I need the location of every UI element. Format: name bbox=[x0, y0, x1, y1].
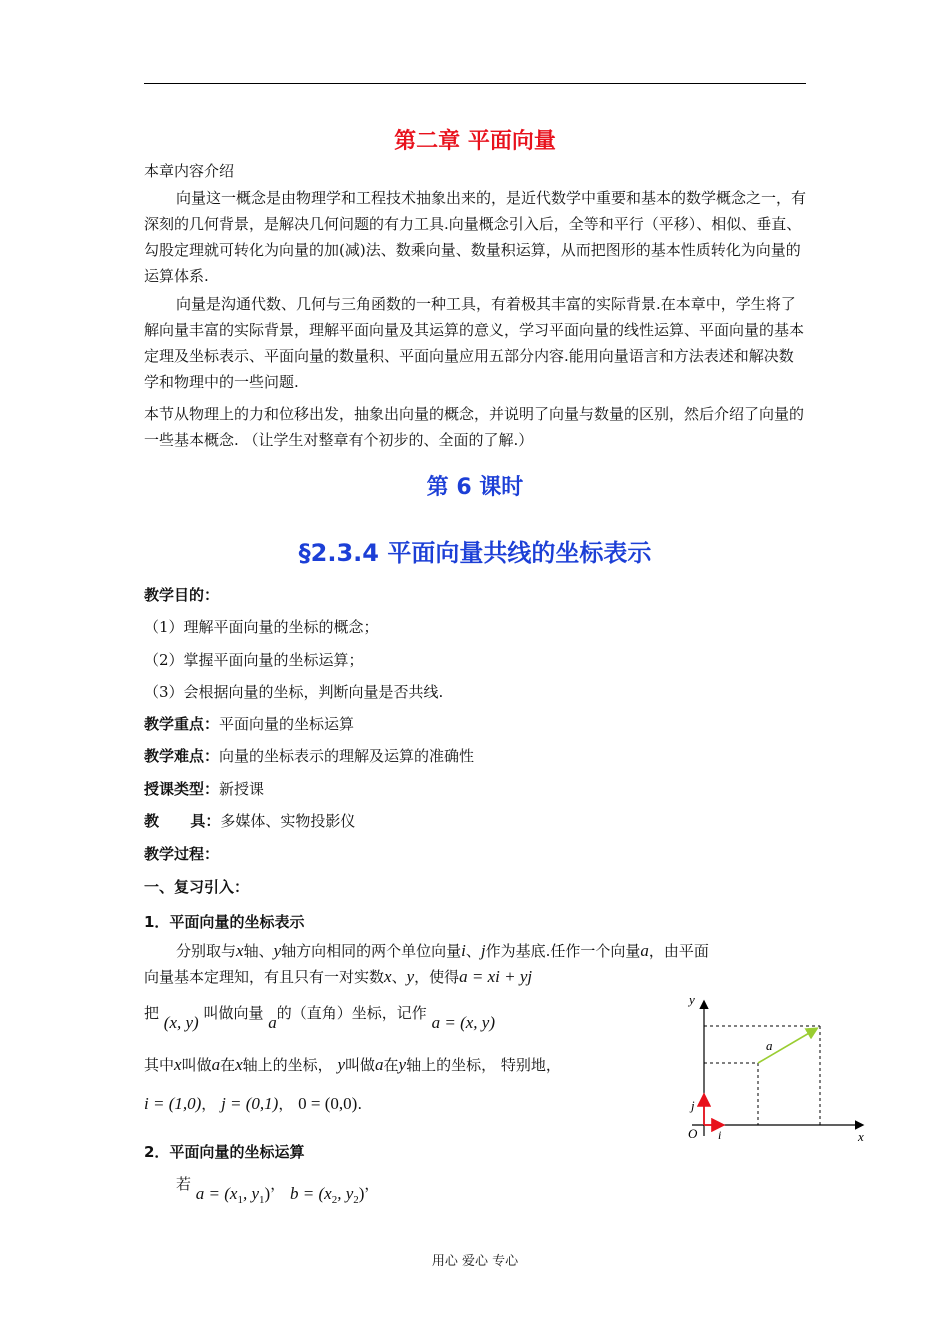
process-label: 教学过程： bbox=[144, 845, 220, 863]
math-a-xy: a = (x, y) bbox=[431, 1013, 495, 1032]
math-a: a bbox=[375, 1055, 384, 1074]
focus-value: 平面向量的坐标运算 bbox=[219, 715, 355, 733]
text-span: 作为基底.任作一个向量 bbox=[485, 942, 641, 960]
text-span: ， bbox=[278, 1095, 294, 1113]
text-span: 叫做向量 bbox=[203, 1004, 264, 1022]
sub1-line-4 bbox=[144, 1054, 561, 1075]
math-text: a = (x bbox=[195, 1184, 238, 1203]
math-a: a bbox=[211, 1055, 221, 1074]
text-span: 向量基本定理知，有且只有一对实数 bbox=[144, 968, 385, 986]
j-label: j bbox=[691, 1098, 695, 1113]
difficulty-row bbox=[144, 745, 474, 766]
math-text: b = (x bbox=[290, 1184, 332, 1203]
text-span: ，由平面 bbox=[648, 942, 709, 960]
text-span: 叫做 bbox=[181, 1056, 212, 1074]
tools-label: 教 具： bbox=[144, 812, 221, 830]
math-y: y bbox=[406, 967, 415, 986]
text-span: ， bbox=[201, 1095, 217, 1113]
text-span: 、 bbox=[391, 968, 407, 986]
page-footer: 用心 爱心 专心 bbox=[431, 1254, 519, 1269]
text-span: 若 bbox=[176, 1175, 192, 1193]
difficulty-value: 向量的坐标表示的理解及运算的准确性 bbox=[219, 747, 475, 765]
tools-value: 多媒体、实物投影仪 bbox=[220, 812, 356, 830]
math-x: x bbox=[384, 967, 392, 986]
type-value: 新授课 bbox=[219, 780, 265, 798]
type-label: 授课类型： bbox=[144, 780, 220, 798]
subsection-2-title: 2．平面向量的坐标运算 bbox=[144, 1143, 305, 1161]
section-title: §2.3.4 平面向量共线的坐标表示 bbox=[298, 539, 652, 567]
math-a: a bbox=[268, 1013, 277, 1032]
sub1-line-3 bbox=[144, 1002, 495, 1032]
focus-label: 教学重点： bbox=[144, 715, 220, 733]
intro-paragraph-2: 向量是沟通代数、几何与三角函数的一种工具，有着极其丰富的实际背景.在本章中，学生将了解向量丰富的实际背景，理解平面向量及其运算的意义，学习平面向量的线性运算、平面向量的基本定理及坐标表示、平面向量的数量积、平面向量应用五部分内容.能用向量语言和方法表述和解决数学和物理中的一些问题. bbox=[144, 295, 805, 391]
goal-item: （3）会根据向量的坐标，判断向量是否共线. bbox=[144, 683, 444, 701]
origin-label: O bbox=[688, 1126, 698, 1141]
intro-paragraph-1: 向量这一概念是由物理学和工程技术抽象出来的，是近代数学中重要和基本的数学概念之一，有深刻的几何背景，是解决几何问题的有力工具.向量概念引入后，全等和平行（平移）、相似、垂直、勾股定理就可转化为向量的加(减)法、数乘向量、数量积运算，从而把图形的基本性质转化为向量的运算体系. bbox=[144, 189, 807, 285]
tools-row bbox=[144, 810, 355, 831]
math-x: x bbox=[235, 1055, 243, 1074]
sub2-line-1 bbox=[176, 1173, 380, 1206]
math-x: x bbox=[236, 941, 244, 960]
math-j: j bbox=[480, 941, 486, 960]
math-zero-vector: 0 = (0,0) bbox=[298, 1094, 358, 1113]
text-span: ，使得 bbox=[414, 968, 460, 986]
text-span: 轴方向相同的两个单位向量 bbox=[281, 942, 462, 960]
review-label: 一、复习引入： bbox=[144, 878, 250, 896]
text-span: 叫做 bbox=[344, 1056, 375, 1074]
math-j-unit: j = (0,1) bbox=[221, 1094, 279, 1113]
goal-item: （1）理解平面向量的坐标的概念； bbox=[144, 618, 379, 636]
y-axis-label: y bbox=[689, 992, 695, 1007]
intro-paragraph-3: 本节从物理上的力和位移出发，抽象出向量的概念，并说明了向量与数量的区别，然后介绍了向量的一些基本概念. （让学生对整章有个初步的、全面的了解.） bbox=[144, 405, 805, 449]
math-x: x bbox=[174, 1055, 182, 1074]
x-axis-label: x bbox=[858, 1129, 864, 1144]
header-rule bbox=[144, 83, 806, 84]
i-label: i bbox=[718, 1128, 722, 1142]
text-span: 在 bbox=[383, 1056, 399, 1074]
text-span: . bbox=[357, 1095, 363, 1113]
sub1-line-5 bbox=[144, 1093, 362, 1114]
focus-row bbox=[144, 713, 354, 734]
math-a: a bbox=[640, 941, 649, 960]
text-span: ， bbox=[364, 1175, 380, 1193]
type-row bbox=[144, 778, 264, 799]
text-span: 轴上的坐标， 特别地， bbox=[406, 1056, 561, 1074]
coordinate-figure bbox=[672, 988, 882, 1148]
math-a-coords: $a = (x_1$, $y_1$) bbox=[195, 1184, 271, 1206]
text-span: 轴、 bbox=[243, 942, 274, 960]
text-span: 、 bbox=[465, 942, 481, 960]
text-span: 其中 bbox=[144, 1056, 175, 1074]
math-a-xi-yj: a = xi + yj bbox=[459, 967, 533, 986]
chapter-title: 第二章 平面向量 bbox=[394, 129, 556, 154]
text-span: 把 bbox=[144, 1004, 160, 1022]
text-span: 分别取与 bbox=[176, 942, 237, 960]
difficulty-label: 教学难点： bbox=[144, 747, 220, 765]
math-xy: (x, y) bbox=[163, 1013, 199, 1032]
goals-label: 教学目的： bbox=[144, 586, 220, 604]
sub1-line-1 bbox=[176, 940, 709, 961]
a-label: a bbox=[766, 1038, 773, 1053]
subsection-1-title: 1．平面向量的坐标表示 bbox=[144, 913, 305, 931]
lesson-title: 第 6 课时 bbox=[426, 475, 524, 500]
math-y: y bbox=[337, 1055, 345, 1074]
text-span: ， bbox=[270, 1175, 286, 1193]
goal-item: （2）掌握平面向量的坐标运算； bbox=[144, 651, 364, 669]
math-i-unit: i = (1,0) bbox=[144, 1094, 202, 1113]
intro-heading: 本章内容介绍 bbox=[144, 162, 235, 180]
text-span: 的（直角）坐标，记作 bbox=[276, 1004, 427, 1022]
math-y: y bbox=[398, 1055, 407, 1074]
sub1-line-2 bbox=[144, 966, 532, 987]
text-span: 在 bbox=[220, 1056, 236, 1074]
math-b-coords: $b = (x_2$, $y_2$) bbox=[290, 1184, 365, 1206]
math-y: y bbox=[273, 941, 282, 960]
text-span: 轴上的坐标， bbox=[242, 1056, 333, 1074]
math-i: i bbox=[461, 941, 466, 960]
